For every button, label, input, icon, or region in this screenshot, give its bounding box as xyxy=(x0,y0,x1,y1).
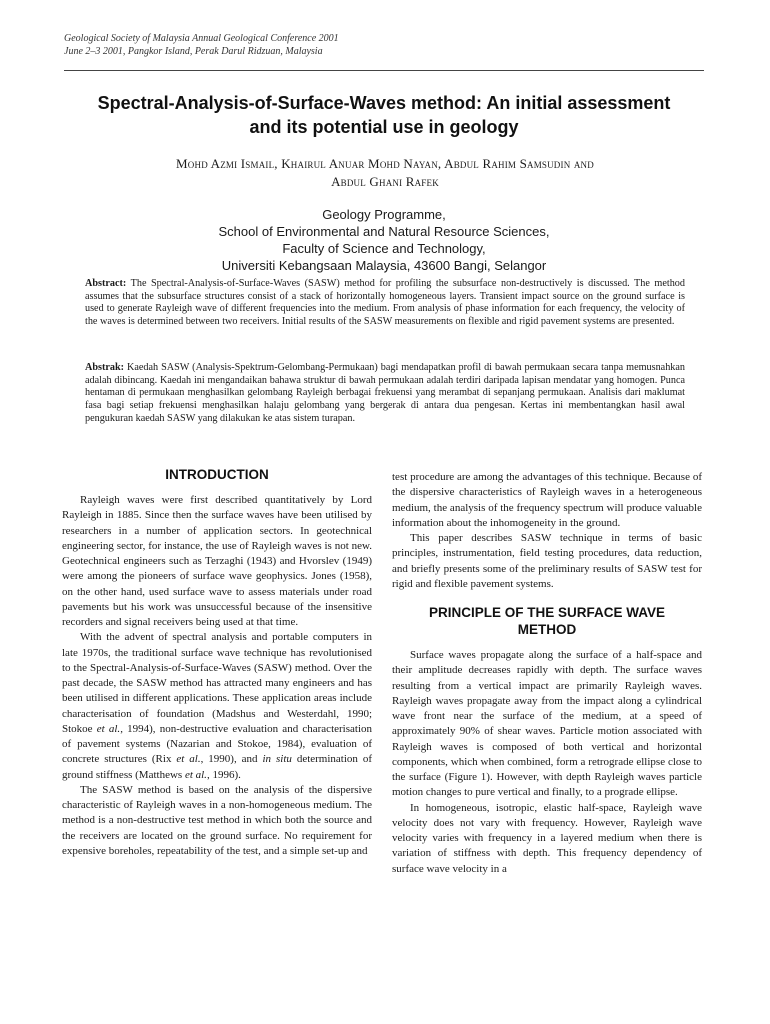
affiliation xyxy=(64,206,704,274)
intro-paragraph-1: Rayleigh waves were first described quantitatively by Lord Rayleigh in 1885. Since then the surface waves have been utilised by researchers in a number of application sectors. In geotechnical engineering sector, for instance, the use of Rayleigh waves is not new. Geotechnical engineers such as Terzaghi (1943) and Hvorslev (1949) were among the pioneers of surface wave geophysics. Jones (1958), on the other hand, used surface wave to assess materials under road pavements but his work was unsuccessful because of the insensitive recorders and signal receivers being used at that time. xyxy=(62,494,372,628)
left-column xyxy=(62,466,372,859)
affiliation-line-2: School of Environmental and Natural Resource Sciences, xyxy=(218,224,550,239)
abstrak-label: Abstrak: xyxy=(85,362,125,373)
principle-heading xyxy=(392,604,702,638)
paper-title xyxy=(64,91,704,139)
abstrak-text: Kaedah SASW (Analysis-Spektrum-Gelombang-Permukaan) bagi mendapatkan profil di bawah permukaan secara tanpa memusnahkan adalah dibincang. Kaedah ini mengandaikan bahawa struktur di bawah permukaan adalah terdiri daripada lapisan mendatar yang homogen. Punca hentaman di permukaan menghasilkan gelombang Rayleigh berbagai frekuensi yang merambat di sepanjang permukaan. Analisis dari maklumat fasa bagi setiap frekuensi menghasilkan halaju gelombang yang bergerak di antara dua pengesan. Kertas ini membentangkan hasil awal pengukuran kaedah SASW yang dilakukan ke atas sistem turapan. xyxy=(85,362,685,424)
principle-heading-line-2: METHOD xyxy=(517,622,577,637)
authors-line-1: Mohd Azmi Ismail, Khairul Anuar Mohd Nayan, Abdul Rahim Samsudin and xyxy=(176,156,594,171)
introduction-heading: INTRODUCTION xyxy=(165,467,269,482)
title-line-1: Spectral-Analysis-of-Surface-Waves method: An initial assessment xyxy=(97,93,671,113)
abstract-malay xyxy=(85,362,685,426)
header-conference: Geological Society of Malaysia Annual Geological Conference 2001 xyxy=(64,33,339,44)
intro-paragraph-3: The SASW method is based on the analysis of the dispersive characteristic of Rayleigh waves in a non-homogeneous medium. The method is a non-destructive test method in which both the source and the receivers are located on the ground surface. No requirement for expensive boreholes, repeatability of the test, and a simple set-up and xyxy=(62,783,372,857)
principle-paragraph-2: In homogeneous, isotropic, elastic half-space, Rayleigh wave velocity does not vary with frequency. However, Rayleigh wave velocity varies with frequency in a layered medium when there is variation of stiffness with depth. This frequency dependency of surface wave velocity in a xyxy=(392,801,702,875)
header-date-location: June 2–3 2001, Pangkor Island, Perak Darul Ridzuan, Malaysia xyxy=(64,46,323,57)
affiliation-line-3: Faculty of Science and Technology, xyxy=(282,241,486,256)
right-column xyxy=(392,470,702,877)
author-list xyxy=(80,155,690,191)
abstract-text: The Spectral-Analysis-of-Surface-Waves (SASW) method for profiling the subsurface non-destructively is discussed. The method assumes that the subsurface structures consist of a stack of horizontally homogeneous layers. Transient impact source on the ground surface is used to generate Rayleigh wave of different frequencies into the medium. From analysis of phase information for each frequency, the velocity of the waves is determined between two receivers. Initial results of the SASW measurements on flexible and rigid pavement systems are presented. xyxy=(85,278,685,328)
principle-paragraph-1: Surface waves propagate along the surface of a half-space and their amplitude decreases rapidly with depth. The surface waves resulting from a vertical impact are primarily Rayleigh waves. Rayleigh waves propagate away from the impact along a cylindrical wave front near the surface of the medium, at a speed of approximately 90% of shear waves. Particle motion associated with Rayleigh waves is composed of both vertical and horizontal components, which when combined, form a retrograde ellipse close to the surface (Figure 1). However, with depth Rayleigh waves particle motion changes to pure vertical and finally, to a prograde ellipse. xyxy=(392,649,702,799)
abstract-english xyxy=(85,278,685,329)
intro-paragraph-4: This paper describes SASW technique in terms of basic principles, instrumentation, field testing procedures, data reduction, and briefly presents some of the preliminary results of SASW test for rigid and flexible pavement systems. xyxy=(392,532,702,590)
affiliation-line-4: Universiti Kebangsaan Malaysia, 43600 Bangi, Selangor xyxy=(221,258,547,273)
running-header xyxy=(64,32,704,58)
authors-line-2: Abdul Ghani Rafek xyxy=(331,174,439,189)
title-line-2: and its potential use in geology xyxy=(249,117,519,137)
principle-heading-line-1: PRINCIPLE OF THE SURFACE WAVE xyxy=(428,605,666,620)
intro-paragraph-3-continued: test procedure are among the advantages of this technique. Because of the dispersive characteristics of Rayleigh waves in a heterogeneous medium, the analysis of the frequency spectrum will produce valuable information about the inhomogeneity in the ground. xyxy=(392,471,702,529)
affiliation-line-1: Geology Programme, xyxy=(322,207,446,222)
intro-paragraph-2: With the advent of spectral analysis and portable computers in late 1970s, the traditional surface wave technique has revolutionised to the Spectral-Analysis-of-Surface-Waves (SASW) method. Over the past decade, the SASW method has attracted many engineers and has been utilised in different applications. These application areas include characterisation of foundation (Madshus and Westerdahl, 1990; Stokoe et al., 1994), non-destructive evaluation and characterisation of pavement systems (Nazarian and Stokoe, 1984), evaluation of concrete structures (Rix et al., 1990), and in situ determination of ground stiffness (Matthews et al., 1996). xyxy=(62,631,373,781)
header-rule xyxy=(64,70,704,71)
abstract-label: Abstract: xyxy=(85,278,127,289)
